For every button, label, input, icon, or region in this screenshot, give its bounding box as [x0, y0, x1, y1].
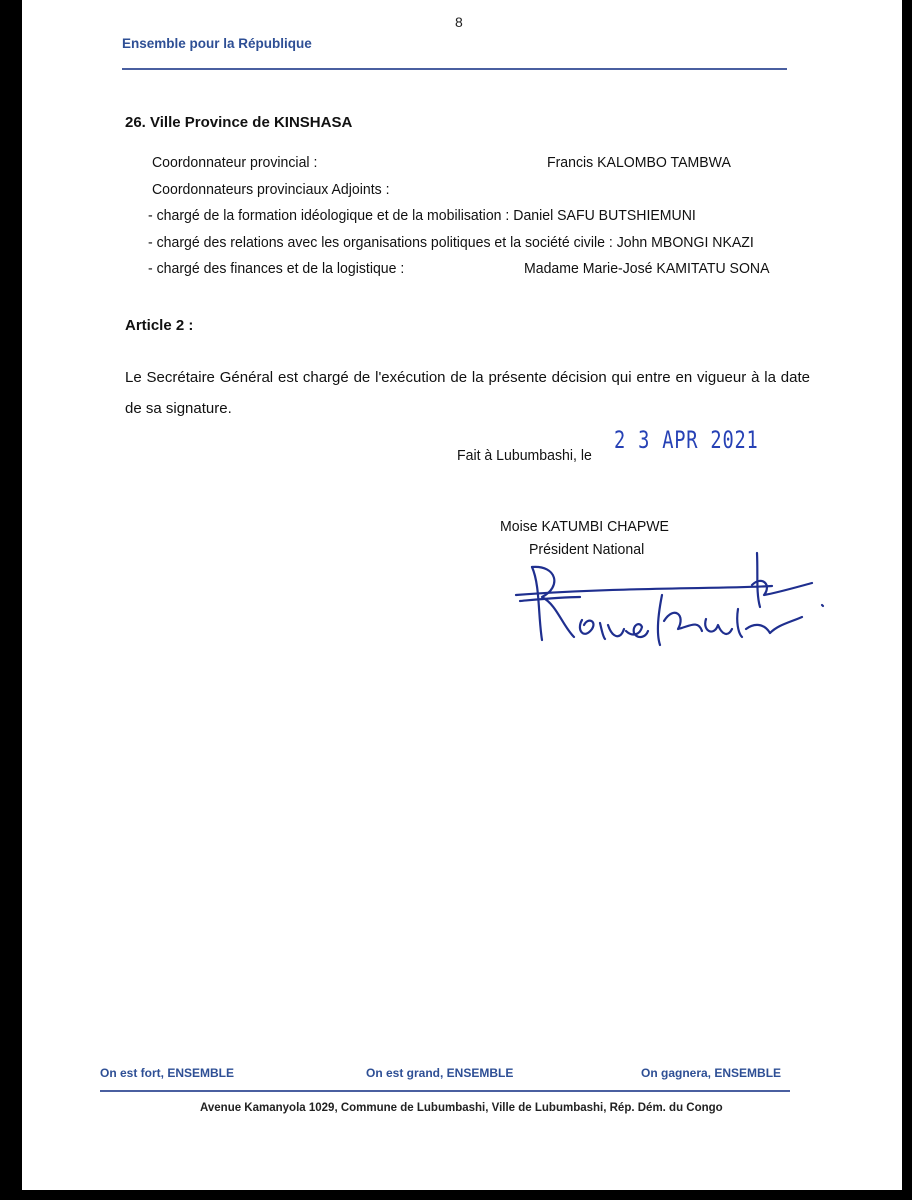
deputy-name: Madame Marie-José KAMITATU SONA — [524, 260, 770, 277]
footer-slogan: On gagnera, ENSEMBLE — [641, 1066, 782, 1080]
coordinator-name: Francis KALOMBO TAMBWA — [547, 154, 731, 171]
header-rule — [122, 68, 787, 70]
deputy-role: - chargé de la formation idéologique et de la mobilisation : — [148, 207, 510, 224]
coordinator-label: Coordonnateur provincial : — [152, 154, 318, 171]
deputies-label: Coordonnateurs provinciaux Adjoints : — [152, 181, 390, 198]
article-text — [125, 362, 810, 424]
place-date-label: Fait à Lubumbashi, le — [457, 447, 592, 464]
date-stamp: 2 3 APR 2021 — [614, 426, 759, 454]
deputy-row — [148, 207, 696, 224]
signer-name: Moise KATUMBI CHAPWE — [500, 518, 669, 535]
deputy-role: - chargé des relations avec les organisations politiques et la société civile : — [148, 234, 613, 251]
section-title: 26. Ville Province de KINSHASA — [125, 114, 353, 131]
article-paragraph: Le Secrétaire Général est chargé de l'exécution de la présente décision qui entre en vigueur à la date de sa signature. — [125, 369, 810, 417]
footer-address: Avenue Kamanyola 1029, Commune de Lubumbashi, Ville de Lubumbashi, Rép. Dém. du Congo — [200, 1102, 723, 1114]
deputy-name: Daniel SAFU BUTSHIEMUNI — [513, 207, 696, 224]
footer-slogan: On est grand, ENSEMBLE — [366, 1066, 514, 1080]
signature-image — [502, 545, 842, 670]
header-title: Ensemble pour la République — [122, 36, 312, 51]
deputy-name: John MBONGI NKAZI — [616, 234, 754, 251]
footer-slogan: On est fort, ENSEMBLE — [100, 1066, 235, 1080]
deputy-role: - chargé des finances et de la logistique : — [148, 260, 405, 277]
deputy-row — [148, 234, 754, 251]
footer-rule — [100, 1090, 790, 1092]
document-page — [22, 0, 902, 1190]
page-number: 8 — [455, 14, 463, 30]
article-heading: Article 2 : — [125, 317, 194, 334]
signer-title: Président National — [529, 541, 645, 558]
